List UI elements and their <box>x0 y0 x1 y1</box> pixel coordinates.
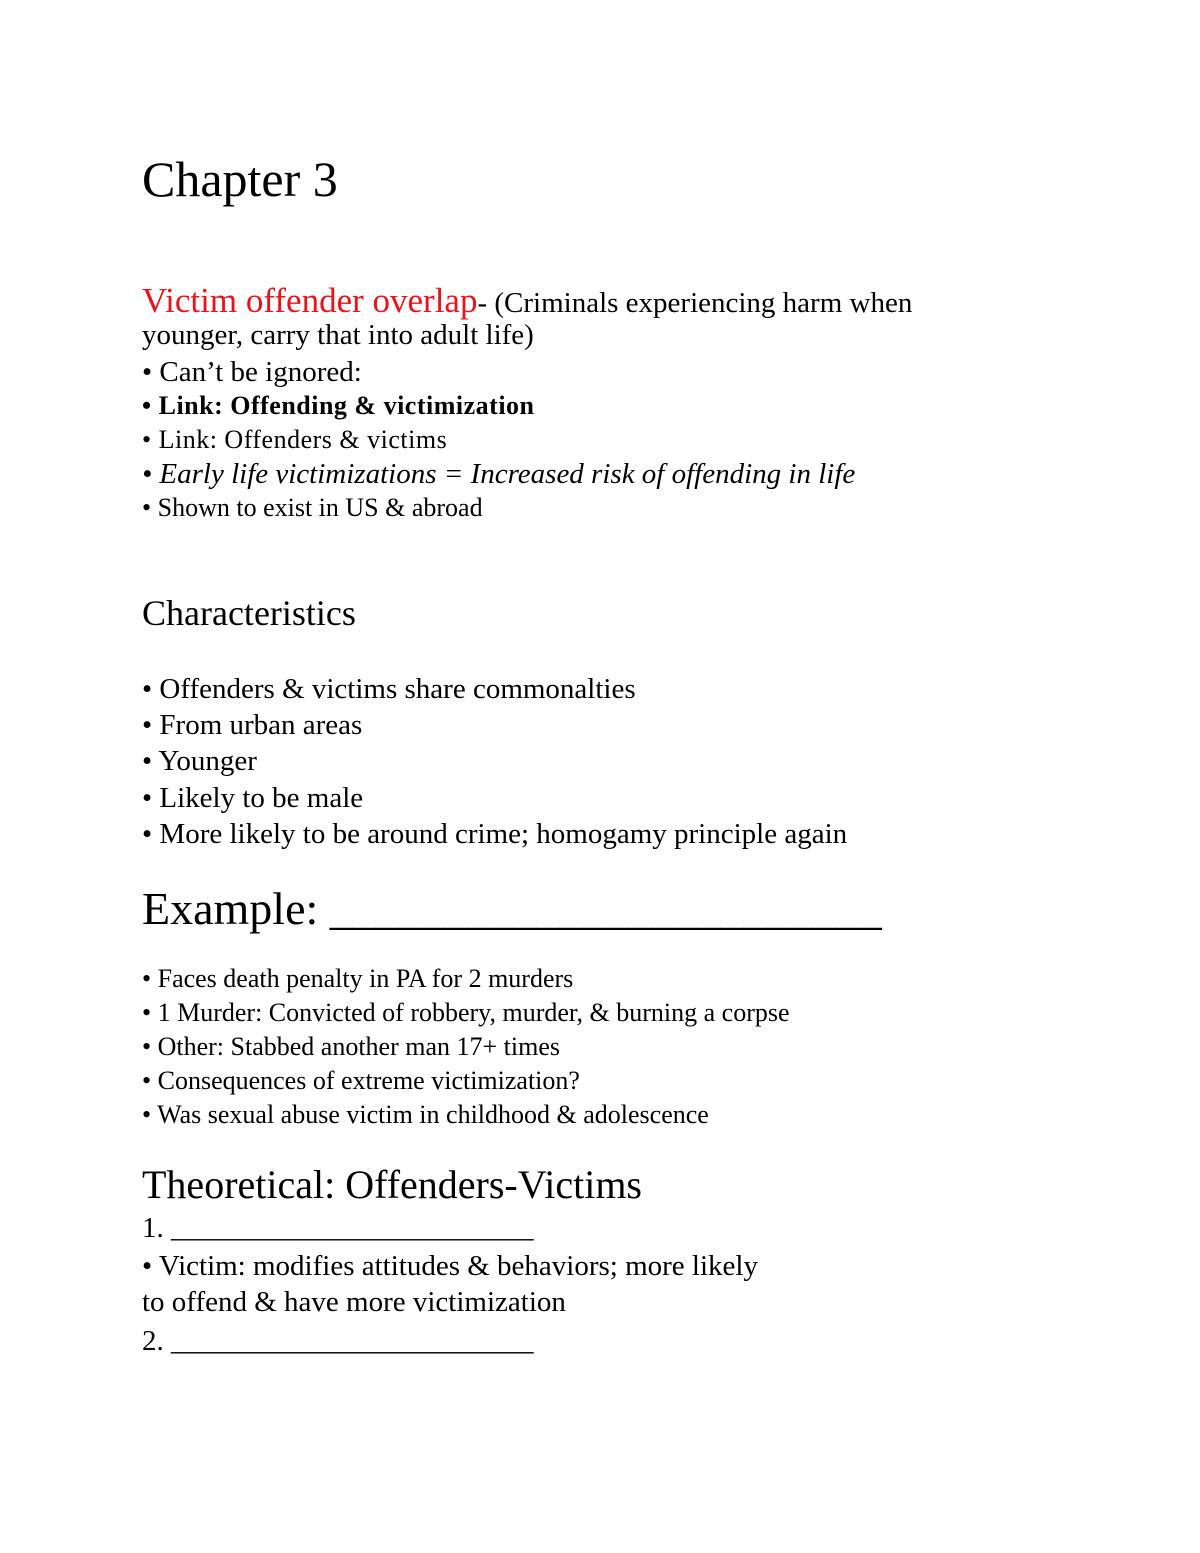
example-bullet-2: • Other: Stabbed another man 17+ times <box>142 1032 561 1061</box>
theoretical-item-2: 2. _________________________ <box>142 1325 534 1357</box>
characteristics-bullet-3: • Likely to be male <box>142 782 364 814</box>
theoretical-heading: Theoretical: Offenders-Victims <box>142 1162 642 1207</box>
overlap-term: Victim offender overlap <box>142 281 478 320</box>
example-bullet-1: • 1 Murder: Convicted of robbery, murder, & burning a corpse <box>142 998 790 1027</box>
theoretical-item-1: 1. _________________________ <box>142 1212 534 1244</box>
theoretical-item-1-bullet-cont: to offend & have more victimization <box>142 1286 566 1318</box>
overlap-bullet-4: • Shown to exist in US & abroad <box>142 493 483 522</box>
characteristics-bullet-2: • Younger <box>142 745 257 777</box>
example-bullet-4: • Was sexual abuse victim in childhood & adolescence <box>142 1100 709 1129</box>
characteristics-bullet-0: • Offenders & victims share commonalties <box>142 673 636 705</box>
example-bullet-0: • Faces death penalty in PA for 2 murders <box>142 964 574 993</box>
example-bullet-3: • Consequences of extreme victimization? <box>142 1066 580 1095</box>
characteristics-bullet-1: • From urban areas <box>142 709 363 741</box>
chapter-title: Chapter 3 <box>142 151 338 207</box>
overlap-definition-line <box>142 283 912 318</box>
theoretical-item-1-bullet: • Victim: modifies attitudes & behaviors; more likely <box>142 1250 758 1282</box>
overlap-bullet-2: • Link: Offenders & victims <box>142 425 448 454</box>
overlap-definition: - (Criminals experiencing harm when <box>477 287 913 319</box>
characteristics-heading: Characteristics <box>142 593 356 633</box>
characteristics-bullet-4: • More likely to be around crime; homogamy principle again <box>142 818 848 850</box>
overlap-definition-cont: younger, carry that into adult life) <box>142 319 534 351</box>
example-heading: Example: ________________________ <box>142 883 882 934</box>
overlap-bullet-0: • Can’t be ignored: <box>142 356 362 388</box>
overlap-bullet-1: • Link: Offending & victimization <box>142 391 535 420</box>
overlap-bullet-3: • Early life victimizations = Increased risk of offending in life <box>142 458 856 490</box>
